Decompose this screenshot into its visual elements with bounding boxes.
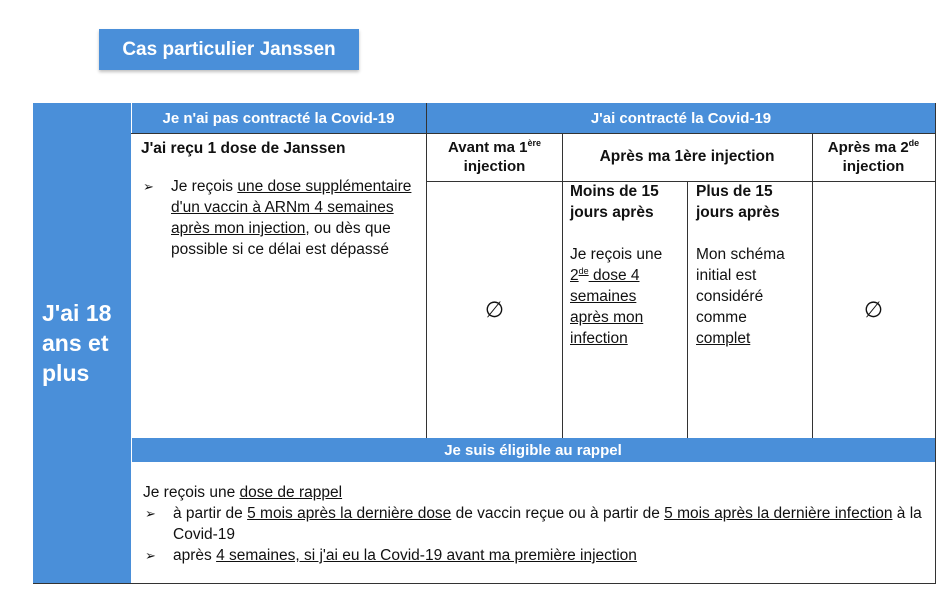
rappel-bullet-2: ➢ après 4 semaines, si j'ai eu la Covid-19 avant ma première injection [143,545,923,566]
more-than-15-cell [687,181,812,438]
col-after-first-header: Après ma 1ère injection [599,148,775,165]
rappel-cell [131,462,935,583]
header-not-contracted: Je n'ai pas contracté la Covid-19 [131,103,426,133]
grid-line [33,583,936,584]
col-after-second-header: Après ma 2de injection [827,138,920,175]
janssen-heading: J'ai reçu 1 dose de Janssen [141,140,346,157]
grid-line [687,181,688,438]
janssen-cell [131,133,426,438]
col-before-first-header: Avant ma 1ère injection [448,138,541,175]
rappel-header: Je suis éligible au rappel [131,438,935,462]
more-than-15-heading: Plus de 15 jours après [696,183,780,221]
less-than-15-text: Je reçois une 2de dose 4 semaines après mon infection [570,246,663,347]
header-contracted: J'ai contracté la Covid-19 [427,103,935,133]
page-title: Cas particulier Janssen [99,29,359,70]
rappel-intro: Je reçois une dose de rappel [143,484,343,501]
janssen-text: ➢ Je reçois une dose supplémentaire d'un vaccin à ARNm 4 semaines après mon injection, ou dès que possible si ce délai est dépassé [141,176,416,260]
grid-line [935,103,936,583]
grid-line [131,103,132,583]
before-first-empty: ∅ [484,296,505,322]
rappel-bullet-1: ➢ à partir de 5 mois après la dernière dose de vaccin reçue ou à partir de 5 mois après la dernière infection à la Covid-19 [143,503,923,545]
grid-line [131,133,935,134]
grid-line [427,181,935,182]
age-label: J'ai 18 ans et plus [33,103,131,583]
less-than-15-cell [562,181,687,438]
after-second-empty: ∅ [863,296,884,322]
grid-line [562,133,563,438]
grid-line [812,133,813,438]
less-than-15-heading: Moins de 15 jours après [570,183,659,221]
grid-line [426,103,427,438]
more-than-15-text: Mon schéma initial est considéré comme complet [696,246,785,347]
